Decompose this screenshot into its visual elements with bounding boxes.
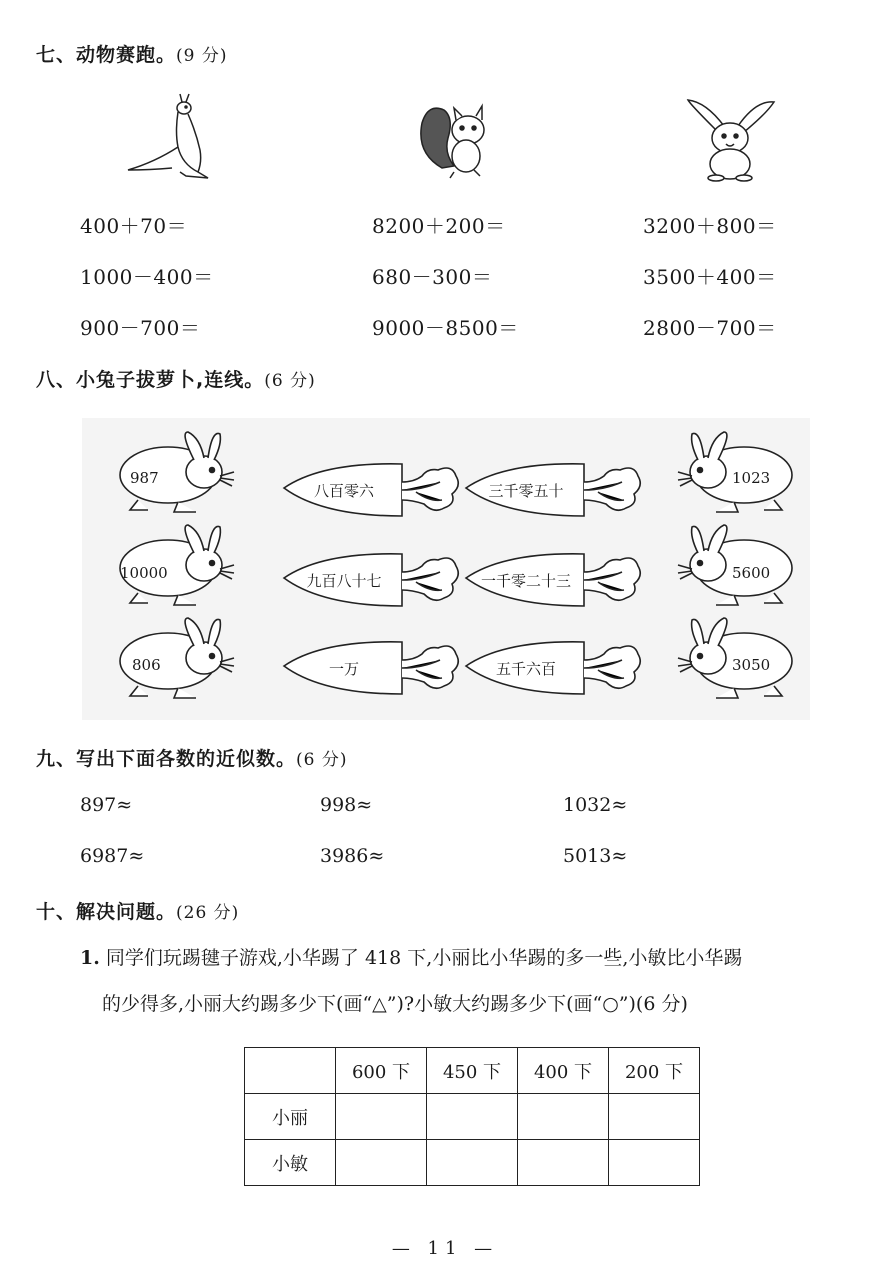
rabbit-icon bbox=[686, 94, 776, 182]
section7-heading bbox=[36, 40, 228, 67]
row-label: 小敏 bbox=[245, 1140, 336, 1186]
equation: 680－300＝ bbox=[372, 265, 493, 289]
rabbit-number: 1023 bbox=[732, 469, 771, 487]
approx-item: 1032≈ bbox=[563, 794, 628, 816]
carrot-label: 九百八十七 bbox=[306, 572, 382, 590]
rabbit-number: 5600 bbox=[732, 564, 771, 582]
problem-text: 同学们玩踢毽子游戏,小华踢了 418 下,小丽比小华踢的多一些,小敏比小华踢 bbox=[105, 947, 743, 969]
carrot-label: 五千六百 bbox=[495, 660, 556, 678]
answer-cell[interactable] bbox=[336, 1094, 427, 1140]
section8-heading bbox=[36, 365, 316, 392]
table-header-cell: 600 下 bbox=[336, 1048, 427, 1094]
approx-item: 998≈ bbox=[320, 794, 373, 816]
table-header-cell bbox=[245, 1048, 336, 1094]
estimate-table bbox=[244, 1047, 700, 1186]
equation: 9000－8500＝ bbox=[372, 316, 519, 340]
row-label: 小丽 bbox=[245, 1094, 336, 1140]
table-row bbox=[245, 1140, 700, 1186]
table-header-row bbox=[245, 1048, 700, 1094]
equation: 3500＋400＝ bbox=[643, 265, 777, 289]
answer-cell[interactable] bbox=[336, 1140, 427, 1186]
equation: 8200＋200＝ bbox=[372, 214, 506, 238]
rabbit-number: 987 bbox=[130, 469, 159, 487]
answer-cell[interactable] bbox=[518, 1094, 609, 1140]
approx-item: 3986≈ bbox=[320, 845, 385, 867]
equation: 900－700＝ bbox=[80, 316, 201, 340]
section10-title: 十、解决问题。 bbox=[36, 901, 177, 923]
equation: 1000－400＝ bbox=[80, 265, 214, 289]
answer-cell[interactable] bbox=[518, 1140, 609, 1186]
rabbit-number: 3050 bbox=[732, 656, 771, 674]
table-header-cell: 450 下 bbox=[427, 1048, 518, 1094]
approx-item: 897≈ bbox=[80, 794, 133, 816]
kangaroo-icon bbox=[120, 92, 215, 184]
answer-cell[interactable] bbox=[427, 1094, 518, 1140]
approx-item: 6987≈ bbox=[80, 845, 145, 867]
answer-cell[interactable] bbox=[609, 1140, 700, 1186]
problem-1-line1 bbox=[80, 935, 840, 981]
rabbit-number: 806 bbox=[132, 656, 161, 674]
problem-1 bbox=[80, 935, 840, 1027]
equation: 2800－700＝ bbox=[643, 316, 777, 340]
section9-points: (6 分) bbox=[296, 750, 348, 770]
problem-number: 1. bbox=[80, 947, 100, 969]
section8-points: (6 分) bbox=[264, 371, 316, 391]
matching-panel bbox=[82, 418, 810, 720]
table-header-cell: 200 下 bbox=[609, 1048, 700, 1094]
answer-cell[interactable] bbox=[427, 1140, 518, 1186]
matching-drawing bbox=[82, 418, 810, 720]
section7-points: (9 分) bbox=[176, 46, 228, 66]
section10-heading bbox=[36, 897, 239, 924]
page-number: — 11 — bbox=[391, 1238, 499, 1259]
problem-1-line2: 的少得多,小丽大约踢多少下(画“△”)?小敏大约踢多少下(画“○”)(6 分) bbox=[102, 993, 688, 1015]
section10-points: (26 分) bbox=[176, 903, 240, 923]
table-row bbox=[245, 1094, 700, 1140]
table-header-cell: 400 下 bbox=[518, 1048, 609, 1094]
carrot-label: 一千零二十三 bbox=[480, 572, 571, 590]
section8-title: 八、小兔子拔萝卜,连线。 bbox=[36, 369, 265, 391]
carrot-label: 八百零六 bbox=[313, 482, 374, 500]
rabbit-number: 10000 bbox=[120, 564, 168, 582]
section7-title: 七、动物赛跑。 bbox=[36, 44, 177, 66]
squirrel-icon bbox=[414, 98, 506, 180]
answer-cell[interactable] bbox=[609, 1094, 700, 1140]
section9-title: 九、写出下面各数的近似数。 bbox=[36, 748, 297, 770]
carrot-label: 一万 bbox=[328, 660, 359, 678]
carrot-label: 三千零五十 bbox=[488, 482, 564, 500]
approx-item: 5013≈ bbox=[563, 845, 628, 867]
section9-heading bbox=[36, 744, 348, 771]
equation: 3200＋800＝ bbox=[643, 214, 777, 238]
equation: 400＋70＝ bbox=[80, 214, 188, 238]
